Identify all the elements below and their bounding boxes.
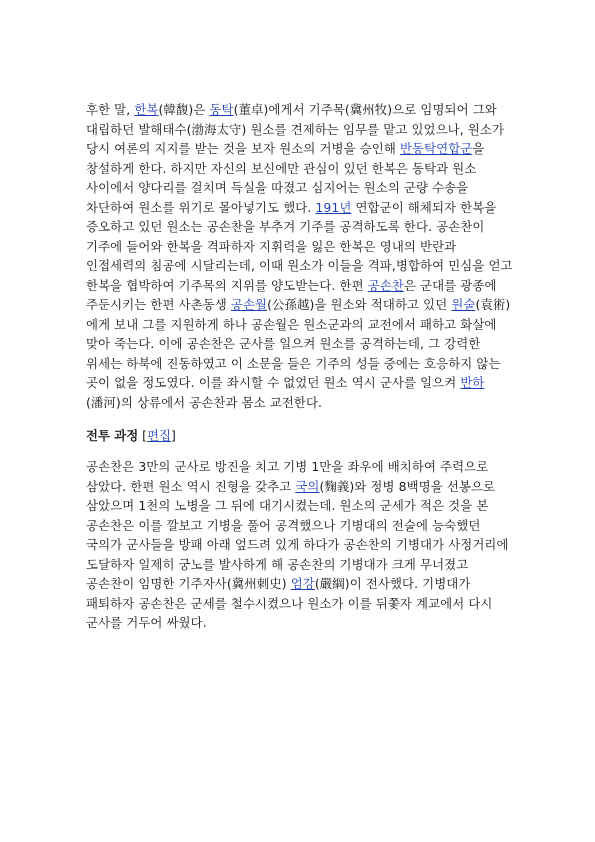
section-heading	[86, 426, 518, 445]
text-run: (董卓)에게서 기주목(冀州牧)으로 임명되어 그와 대립하던 발해태수(渤海太守) 원소를 견제하는 임무를 맡고 있었으나, 원소가 당시 여론의 지지를 받는 것을 보자 원소의 거병을 승인해	[86, 102, 505, 156]
text-run: (韓馥)은	[158, 102, 210, 117]
section-title: 전투 과정	[86, 428, 139, 443]
text-run: (嚴綱)이 전사했다. 기병대가 패퇴하자 공손찬은 군세를 철수시켰으나 원소가 이를 뒤쫓자 계교에서 다시 군사를 거두어 싸웠다.	[86, 576, 493, 630]
text-run: 을 창설하게 한다. 하지만 자신의 보신에만 관심이 있던 한복은 동탁과 원소 사이에서 양다리를 걸치며 득실을 따졌고 심지어는 원소의 군량 수송을 차단하여 원소를 위기로 몰아넣기도 했다.	[86, 141, 485, 215]
wiki-link[interactable]: 공손월	[230, 297, 268, 312]
edit-bracket-close: ]	[170, 428, 176, 443]
edit-bracket-open: [	[142, 428, 147, 443]
wiki-link[interactable]: 공손찬	[367, 277, 404, 293]
wiki-link[interactable]: 엄강	[290, 576, 315, 591]
wiki-link[interactable]: 반동탁연합군	[399, 141, 473, 156]
edit-link[interactable]: 편집	[147, 428, 171, 443]
wiki-link[interactable]: 동탁	[209, 102, 234, 117]
text-run: 연합군이 해체되자 한복을 증오하고 있던 원소는 공손찬을 부추겨 기주를 공격하도록 한다. 공손찬이 기주에 들어와 한복을 격파하자 지휘력을 잃은 한복은 영내의 반란과 인접세력의 침공에 시달리는데, 이때 원소가 이들을 격파,병합하여 민심을 얻고 한복을 협박하여 기주목의 지위를 양도받는다. 한편	[86, 199, 513, 293]
text-run: 은 군대를 광종에 주둔시키는 한편 사촌동생	[86, 277, 497, 312]
wiki-link[interactable]: 원술	[451, 297, 476, 312]
text-run: (潘河)의 상류에서 공손찬과 몸소 교전한다.	[86, 394, 323, 410]
text-run: (袁術)에게 보내 그를 지원하게 하나 공손월은 원소군과의 교전에서 패하고 화살에 맞아 죽는다. 이에 공손찬은 군사를 일으켜 원소를 공격하는데, 그 강력한 위세는 하북에 진동하였고 이 소문을 들은 기주의 성들 중에는 호응하지 않는 곳이 없을 정도였다. 이를 좌시할 수 없었던 원소 역시 군사를 일으켜	[86, 297, 511, 390]
wiki-link[interactable]: 191년	[315, 199, 352, 215]
article-body	[86, 100, 518, 633]
text-run: 공손찬은 3만의 군사로 방진을 치고 기병 1만을 좌우에 배치하여 주력으로 삼았다. 한편 원소 역시 진형을 갖추고	[86, 459, 489, 494]
paragraph-background	[86, 100, 518, 412]
wiki-link[interactable]: 반하	[460, 375, 485, 390]
wiki-link[interactable]: 국의	[295, 478, 320, 494]
paragraph-battle	[86, 457, 518, 633]
text-run: (麴義)와 정병 8백명을 선봉으로 삼았으며 1천의 노병을 그 뒤에 대기시켰는데. 원소의 군세가 적은 것을 본 공손찬은 이를 깔보고 기병을 풀어 공격했으나 기병대의 전술에 능숙했던 국의가 군사들을 방패 아래 엎드려 있게 하다가 공손찬의 기병대가 사정거리에 도달하자 일제히 궁노를 발사하게 해 공손찬의 기병대가 크게 무너졌고 공손찬이 임명한 기주자사(冀州刺史)	[86, 478, 509, 591]
text-run: 후한 말,	[86, 102, 135, 117]
text-run: (公孫越)을 원소와 적대하고 있던	[267, 297, 452, 312]
wiki-link[interactable]: 한복	[134, 102, 159, 117]
